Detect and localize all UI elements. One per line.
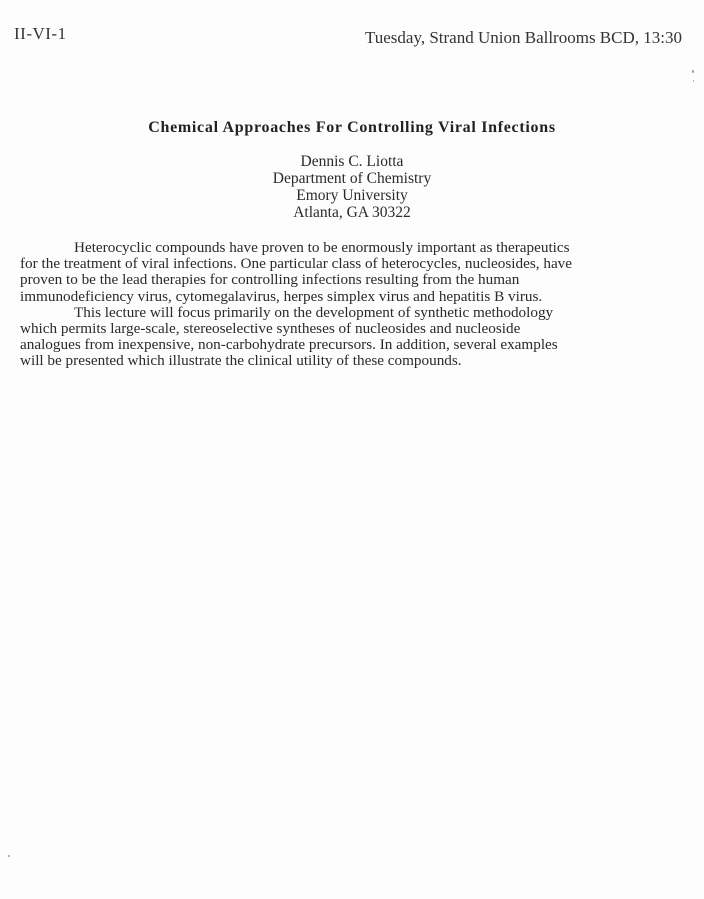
scan-speck bbox=[8, 855, 10, 857]
session-info: Tuesday, Strand Union Ballrooms BCD, 13:30 bbox=[364, 28, 682, 47]
abstract-line: for the treatment of viral infections. One particular class of heterocycles, nucleosides, have bbox=[20, 255, 573, 273]
author-block bbox=[0, 153, 704, 221]
abstract-line: immunodeficiency virus, cytomegalavirus, herpes simplex virus and hepatitis B virus. bbox=[20, 287, 543, 305]
abstract-line: Heterocyclic compounds have proven to be enormously important as therapeutics bbox=[74, 239, 570, 256]
abstract-line: will be presented which illustrate the clinical utility of these compounds. bbox=[20, 352, 462, 370]
author-institution: Emory University bbox=[296, 187, 408, 204]
abstract-body bbox=[20, 240, 680, 370]
abstract-title: Chemical Approaches For Controlling Viral Infections bbox=[148, 119, 556, 136]
abstract-line: analogues from inexpensive, non-carbohydrate precursors. In addition, several examples bbox=[20, 336, 558, 354]
author-name: Dennis C. Liotta bbox=[300, 153, 404, 170]
abstract-line: This lecture will focus primarily on the development of synthetic methodology bbox=[74, 303, 554, 321]
abstract-line: which permits large-scale, stereoselective syntheses of nucleosides and nucleoside bbox=[20, 320, 521, 338]
scan-speck bbox=[692, 70, 694, 73]
session-code: II-VI-1 bbox=[14, 24, 67, 43]
scan-speck bbox=[693, 80, 694, 82]
author-department: Department of Chemistry bbox=[272, 170, 432, 187]
author-location: Atlanta, GA 30322 bbox=[293, 204, 411, 221]
abstract-line: proven to be the lead therapies for controlling infections resulting from the human bbox=[20, 271, 520, 289]
